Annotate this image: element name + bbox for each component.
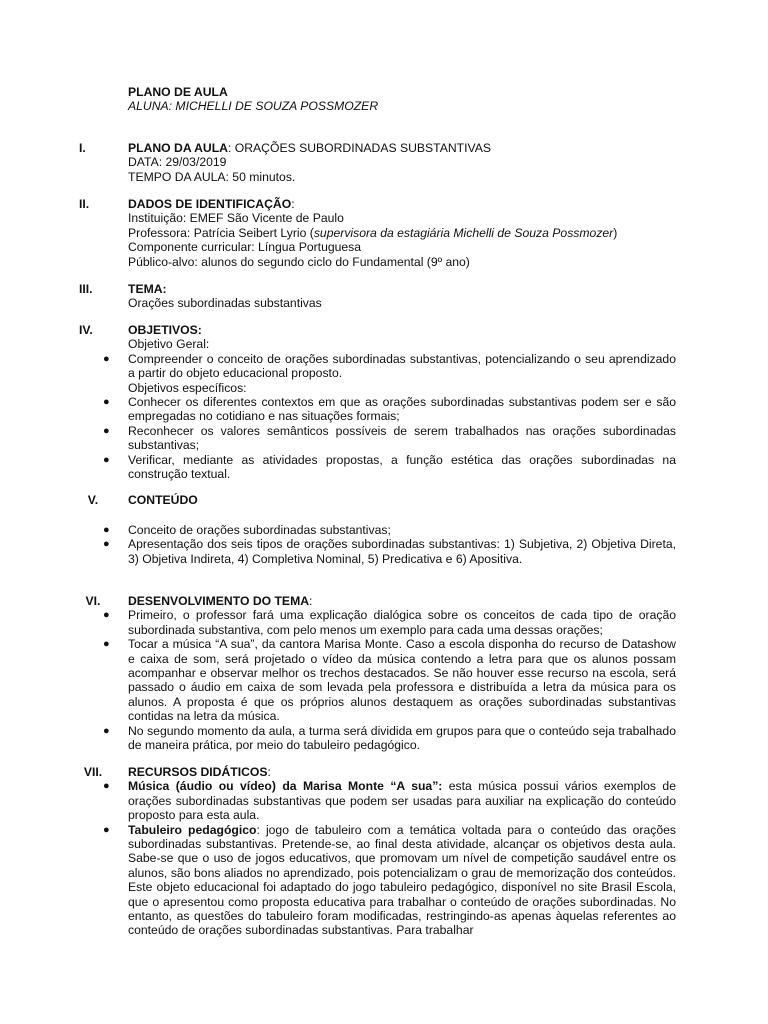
teacher-role: supervisora da estagiária Michelli de Souza Possmozer [313,225,614,240]
teacher: Professora: Patrícia Seibert Lyrio (supervisora da estagiária Michelli de Souza Possmozer) [128,225,618,240]
theme-text: Orações subordinadas substantivas [128,296,322,311]
development-item: Tocar a música “A sua”, da cantora Marisa Monte. Caso a escola disponha do recurso de Datashow e caixa de som, será projetado o vídeo da música contendo a letra para que os alunos possam acompanhar e observar melhor os trechos destacados. Se não houver esse recurso na escola, será passado o áudio em caixa de som levada pela professora e distribuída a letra da música para os alunos. A proposta é que os próprios alunos destaquem as orações subordinadas substantivas contidas na letra da música. [128,637,676,724]
section-conteudo [0,493,768,507]
content-item: Apresentação dos seis tipos de orações subordinadas substantivas: 1) Subjetiva, 2) Objetiva Direta, 3) Objetiva Indireta, 4) Completiva Nominal, 5) Predicativa e 6) Apositiva. [128,537,676,566]
bullet-icon: ● [103,395,110,408]
general-objective: Compreender o conceito de orações subordinadas substantivas, potencializando o seu aprendizado a partir do objeto educacional proposto. [128,351,676,381]
section-heading: OBJETIVOS: [128,323,202,337]
section-number: VI. [85,594,101,608]
bullet-icon: ● [103,638,110,651]
bullet-icon: ● [103,609,110,622]
section-heading-rest: : ORAÇÕES SUBORDINADAS SUBSTANTIVAS [227,141,491,155]
bullet-icon: ● [103,724,110,737]
resource-item-board-game: Tabuleiro pedagógico: jogo de tabuleiro com a temática voltada para o conteúdo das orações subordinadas substantivas. Pretende-se, ao final desta atividade, alcançar os objetivos desta aula. Sabe-se que o uso de jogos educativos, que promovam um nível de competição saudável entre os alunos, são bons aliados no aprendizado, pois potencializam o grau de memorização dos conteúdos. Este objeto educacional foi adaptado do jogo tabuleiro pedagógico, disponível no site Brasil Escola, que o apresentou como proposta educativa para trabalhar o conteúdo de orações subordinadas. No entanto, as questões do tabuleiro foram modificadas, restringindo-as apenas àquelas referentes ao conteúdo de orações subordinadas substantivas. Para trabalhar [128,822,677,938]
section-heading-rest: : [309,594,313,608]
section-plano-da-aula [0,141,768,184]
section-objetivos [0,323,768,481]
section-number: II. [79,197,90,211]
section-heading: DESENVOLVIMENTO DO TEMA [128,594,310,608]
target-audience: Público-alvo: alunos do segundo ciclo do Fundamental (9º ano) [128,254,470,269]
document-header [0,85,768,114]
resource-name: Música (áudio ou vídeo) da Marisa Monte “A sua”: [128,779,443,794]
section-heading-rest: : [291,197,295,211]
curricular-component: Componente curricular: Língua Portuguesa [128,240,362,255]
bullet-icon: ● [103,352,110,365]
section-heading: CONTEÚDO [128,493,198,507]
section-number: III. [79,282,93,296]
specific-objective: Verificar, mediante as atividades propostas, a função estética das orações subordinadas na construção textual. [128,452,676,481]
section-number: VII. [83,765,103,779]
section-desenvolvimento [0,594,768,752]
bullet-icon: ● [103,524,110,536]
section-heading: PLANO DA AULA [128,141,228,155]
student-name: ALUNA: MICHELLI DE SOUZA POSSMOZER [128,99,379,114]
section-heading: DADOS DE IDENTIFICAÇÃO [128,197,292,211]
class-date: DATA: 29/03/2019 [128,155,227,170]
section-number: I. [79,141,86,155]
section-heading-rest: : [267,765,271,779]
content-list [0,523,768,566]
specific-objective: Reconhecer os valores semânticos possíveis de serem trabalhados nas orações subordinadas substantivas; [128,423,676,453]
bullet-icon: ● [103,453,110,466]
content-item: Conceito de orações subordinadas substantivas; [128,523,391,537]
bullet-icon: ● [103,780,110,793]
section-number: V. [87,493,99,507]
resource-item-music: Música (áudio ou vídeo) da Marisa Monte “A sua”: esta música possui vários exemplos de orações subordinadas substantivas que podem ser usadas para auxiliar na explicação do conteúdo proposto para esta aula. [128,779,676,823]
section-tema [0,282,768,311]
section-number: IV. [79,323,93,337]
class-duration: TEMPO DA AULA: 50 minutos. [128,169,296,184]
section-recursos [0,765,768,952]
general-objective-label: Objetivo Geral: [128,337,210,352]
resource-name: Tabuleiro pedagógico [128,822,257,837]
bullet-icon: ● [103,823,110,836]
specific-objectives-label: Objetivos específicos: [128,380,247,395]
section-heading: TEMA: [128,282,167,296]
section-heading: RECURSOS DIDÁTICOS [128,765,268,779]
specific-objective: Conhecer os diferentes contextos em que as orações subordinadas substantivas podem ser e são empregadas no cotidiano e nas situações formais; [128,394,676,424]
development-item: Primeiro, o professor fará uma explicação dialógica sobre os conceitos de cada tipo de oração subordinada substantiva, com pelo menos um exemplo para cada uma dessas orações; [128,608,676,637]
development-item: No segundo momento da aula, a turma será dividida em grupos para que o conteúdo seja trabalhado de maneira prática, por meio do tabuleiro pedagógico. [128,723,676,752]
section-dados-identificacao [0,197,768,269]
bullet-icon: ● [103,538,110,551]
document-title: PLANO DE AULA [128,85,228,99]
bullet-icon: ● [103,424,110,437]
institution: Instituição: EMEF São Vicente de Paulo [128,211,344,226]
